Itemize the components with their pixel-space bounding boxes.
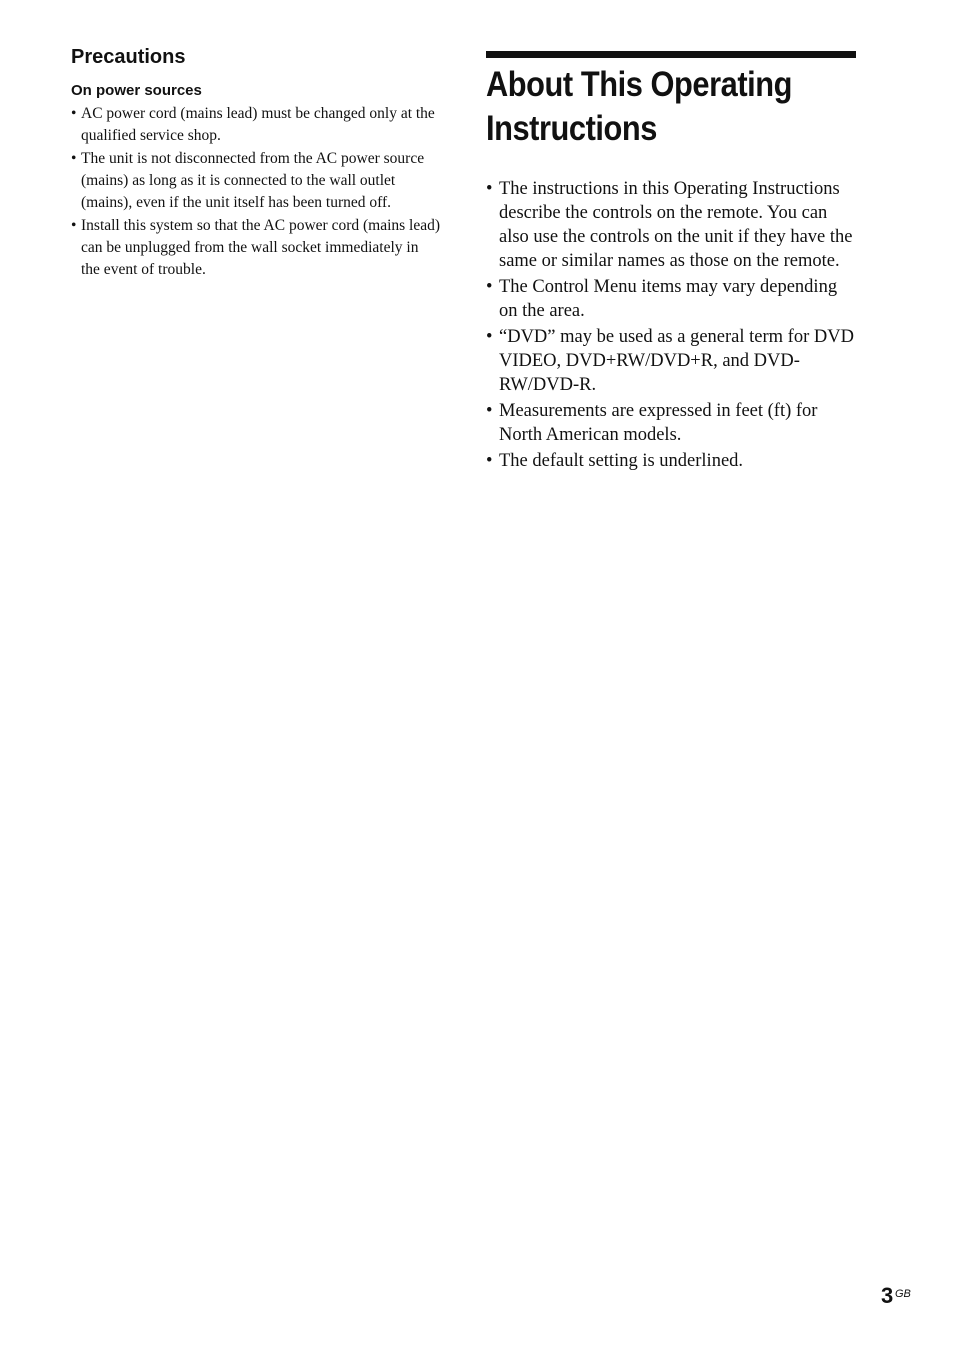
title-rule <box>486 51 856 58</box>
precautions-heading: Precautions <box>71 46 186 68</box>
about-section <box>486 51 858 475</box>
page-title <box>486 63 856 151</box>
page-suffix: GB <box>895 1288 911 1300</box>
list-item: • The instructions in this Operating Instructions describe the controls on the remote. You can also use the controls on the unit if they have the same or similar names as those on the remote. <box>486 177 858 273</box>
list-item: • AC power cord (mains lead) must be changed only at the qualified service shop. <box>71 103 441 147</box>
list-item: • The unit is not disconnected from the AC power source (mains) as long as it is connected to the wall outlet (mains), even if the unit itself has been turned off. <box>71 148 441 214</box>
page-number: 3 <box>881 1283 894 1308</box>
list-item: • Install this system so that the AC power cord (mains lead) can be unplugged from the wall socket immediately in the event of trouble. <box>71 215 441 281</box>
list-item: • The default setting is underlined. <box>486 449 858 473</box>
about-list <box>486 177 858 473</box>
page-title-line2: Instructions <box>486 109 657 148</box>
page-title-line1: About This Operating <box>486 65 793 104</box>
power-sources-subheading: On power sources <box>71 82 202 99</box>
list-item: • The Control Menu items may vary depending on the area. <box>486 275 858 323</box>
precautions-list <box>71 103 441 281</box>
list-item: • Measurements are expressed in feet (ft) for North American models. <box>486 399 858 447</box>
list-item: • “DVD” may be used as a general term for DVD VIDEO, DVD+RW/DVD+R, and DVD-RW/DVD-R. <box>486 325 858 397</box>
precautions-section <box>71 44 441 282</box>
